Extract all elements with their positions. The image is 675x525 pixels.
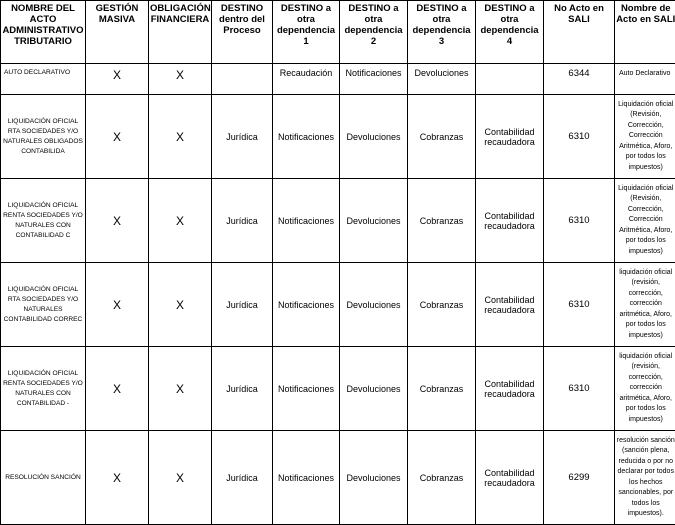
cell-dep3: Cobranzas bbox=[408, 347, 476, 431]
cell-dep2: Devoluciones bbox=[340, 263, 408, 347]
table-row bbox=[1, 347, 675, 431]
header-obligacion-financiera: OBLIGACIÓN FINANCIERA bbox=[149, 1, 212, 64]
cell-gestion: X bbox=[86, 263, 149, 347]
cell-dep1: Notificaciones bbox=[273, 431, 340, 525]
cell-dep2: Devoluciones bbox=[340, 95, 408, 179]
cell-nombre: LIQUIDACIÓN OFICIAL RENTA SOCIEDADES Y/O NATURALES CON CONTABILIDAD - bbox=[1, 347, 86, 431]
cell-no-acto: 6310 bbox=[544, 95, 615, 179]
header-nombre-sali: Nombre de Acto en SALI bbox=[615, 1, 675, 64]
cell-dep1: Recaudación bbox=[273, 64, 340, 95]
cell-dep3: Cobranzas bbox=[408, 263, 476, 347]
cell-dep2: Devoluciones bbox=[340, 347, 408, 431]
cell-nombre-sali: Liquidación oficial (Revisión, Corrección, Corrección Aritmética, Aforo, por todos los impuestos) bbox=[615, 179, 675, 263]
cell-no-acto: 6310 bbox=[544, 263, 615, 347]
cell-nombre: LIQUIDACIÓN OFICIAL RENTA SOCIEDADES Y/O NATURALES CON CONTABILIDAD C bbox=[1, 179, 86, 263]
cell-dep1: Notificaciones bbox=[273, 179, 340, 263]
cell-proceso: Jurídica bbox=[212, 95, 273, 179]
cell-dep4: Contabilidad recaudadora bbox=[476, 95, 544, 179]
header-row bbox=[1, 1, 675, 64]
cell-nombre: AUTO DECLARATIVO bbox=[1, 64, 86, 95]
header-gestion-masiva: GESTIÓN MASIVA bbox=[86, 1, 149, 64]
cell-proceso bbox=[212, 64, 273, 95]
cell-obligacion: X bbox=[149, 95, 212, 179]
header-nombre-acto: NOMBRE DEL ACTO ADMINISTRATIVO TRIBUTARIO bbox=[1, 1, 86, 64]
cell-dep1: Notificaciones bbox=[273, 95, 340, 179]
cell-no-acto: 6344 bbox=[544, 64, 615, 95]
cell-nombre: LIQUIDACIÓN OFICIAL RTA SOCIEDADES Y/O NATURALES CONTABILIDAD CORREC bbox=[1, 263, 86, 347]
cell-proceso: Jurídica bbox=[212, 347, 273, 431]
cell-gestion: X bbox=[86, 431, 149, 525]
cell-obligacion: X bbox=[149, 431, 212, 525]
cell-obligacion: X bbox=[149, 64, 212, 95]
cell-gestion: X bbox=[86, 347, 149, 431]
cell-dep4: Contabilidad recaudadora bbox=[476, 431, 544, 525]
table-row bbox=[1, 95, 675, 179]
table-row bbox=[1, 179, 675, 263]
cell-obligacion: X bbox=[149, 347, 212, 431]
cell-dep3: Cobranzas bbox=[408, 179, 476, 263]
cell-dep2: Notificaciones bbox=[340, 64, 408, 95]
cell-nombre-sali: Auto Declarativo bbox=[615, 64, 675, 95]
cell-dep3: Devoluciones bbox=[408, 64, 476, 95]
table-row bbox=[1, 431, 675, 525]
cell-proceso: Jurídica bbox=[212, 263, 273, 347]
cell-nombre: RESOLUCIÓN SANCIÓN bbox=[1, 431, 86, 525]
cell-dep3: Cobranzas bbox=[408, 95, 476, 179]
header-no-acto: No Acto en SALI bbox=[544, 1, 615, 64]
cell-no-acto: 6310 bbox=[544, 347, 615, 431]
cell-no-acto: 6310 bbox=[544, 179, 615, 263]
cell-dep1: Notificaciones bbox=[273, 263, 340, 347]
cell-dep4: Contabilidad recaudadora bbox=[476, 179, 544, 263]
cell-no-acto: 6299 bbox=[544, 431, 615, 525]
header-destino-proceso: DESTINO dentro del Proceso bbox=[212, 1, 273, 64]
cell-gestion: X bbox=[86, 95, 149, 179]
cell-nombre-sali: Liquidación oficial (Revisión, Corrección, Corrección Aritmética, Aforo, por todos los impuestos) bbox=[615, 95, 675, 179]
cell-nombre-sali: resolución sanción (sanción plena, reducida o por no declarar por todos los hechos sancionables, por todos los impuestos). bbox=[615, 431, 675, 525]
cell-nombre-sali: liquidación oficial (revisión, corrección, corrección aritmética, Aforo, por todos los impuestos) bbox=[615, 263, 675, 347]
header-destino-3: DESTINO a otra dependencia 3 bbox=[408, 1, 476, 64]
cell-dep3: Cobranzas bbox=[408, 431, 476, 525]
header-destino-1: DESTINO a otra dependencia 1 bbox=[273, 1, 340, 64]
cell-dep2: Devoluciones bbox=[340, 431, 408, 525]
cell-gestion: X bbox=[86, 179, 149, 263]
cell-nombre: LIQUIDACIÓN OFICIAL RTA SOCIEDADES Y/O NATURALES OBLIGADOS CONTABILIDA bbox=[1, 95, 86, 179]
cell-dep4 bbox=[476, 64, 544, 95]
cell-dep1: Notificaciones bbox=[273, 347, 340, 431]
cell-proceso: Jurídica bbox=[212, 431, 273, 525]
table-row bbox=[1, 263, 675, 347]
cell-obligacion: X bbox=[149, 263, 212, 347]
cell-obligacion: X bbox=[149, 179, 212, 263]
table-row bbox=[1, 64, 675, 95]
cell-nombre-sali: liquidación oficial (revisión, corrección, corrección aritmética, Aforo, por todos los impuestos) bbox=[615, 347, 675, 431]
cell-dep4: Contabilidad recaudadora bbox=[476, 347, 544, 431]
cell-dep4: Contabilidad recaudadora bbox=[476, 263, 544, 347]
cell-gestion: X bbox=[86, 64, 149, 95]
header-destino-2: DESTINO a otra dependencia 2 bbox=[340, 1, 408, 64]
cell-dep2: Devoluciones bbox=[340, 179, 408, 263]
cell-proceso: Jurídica bbox=[212, 179, 273, 263]
header-destino-4: DESTINO a otra dependencia 4 bbox=[476, 1, 544, 64]
